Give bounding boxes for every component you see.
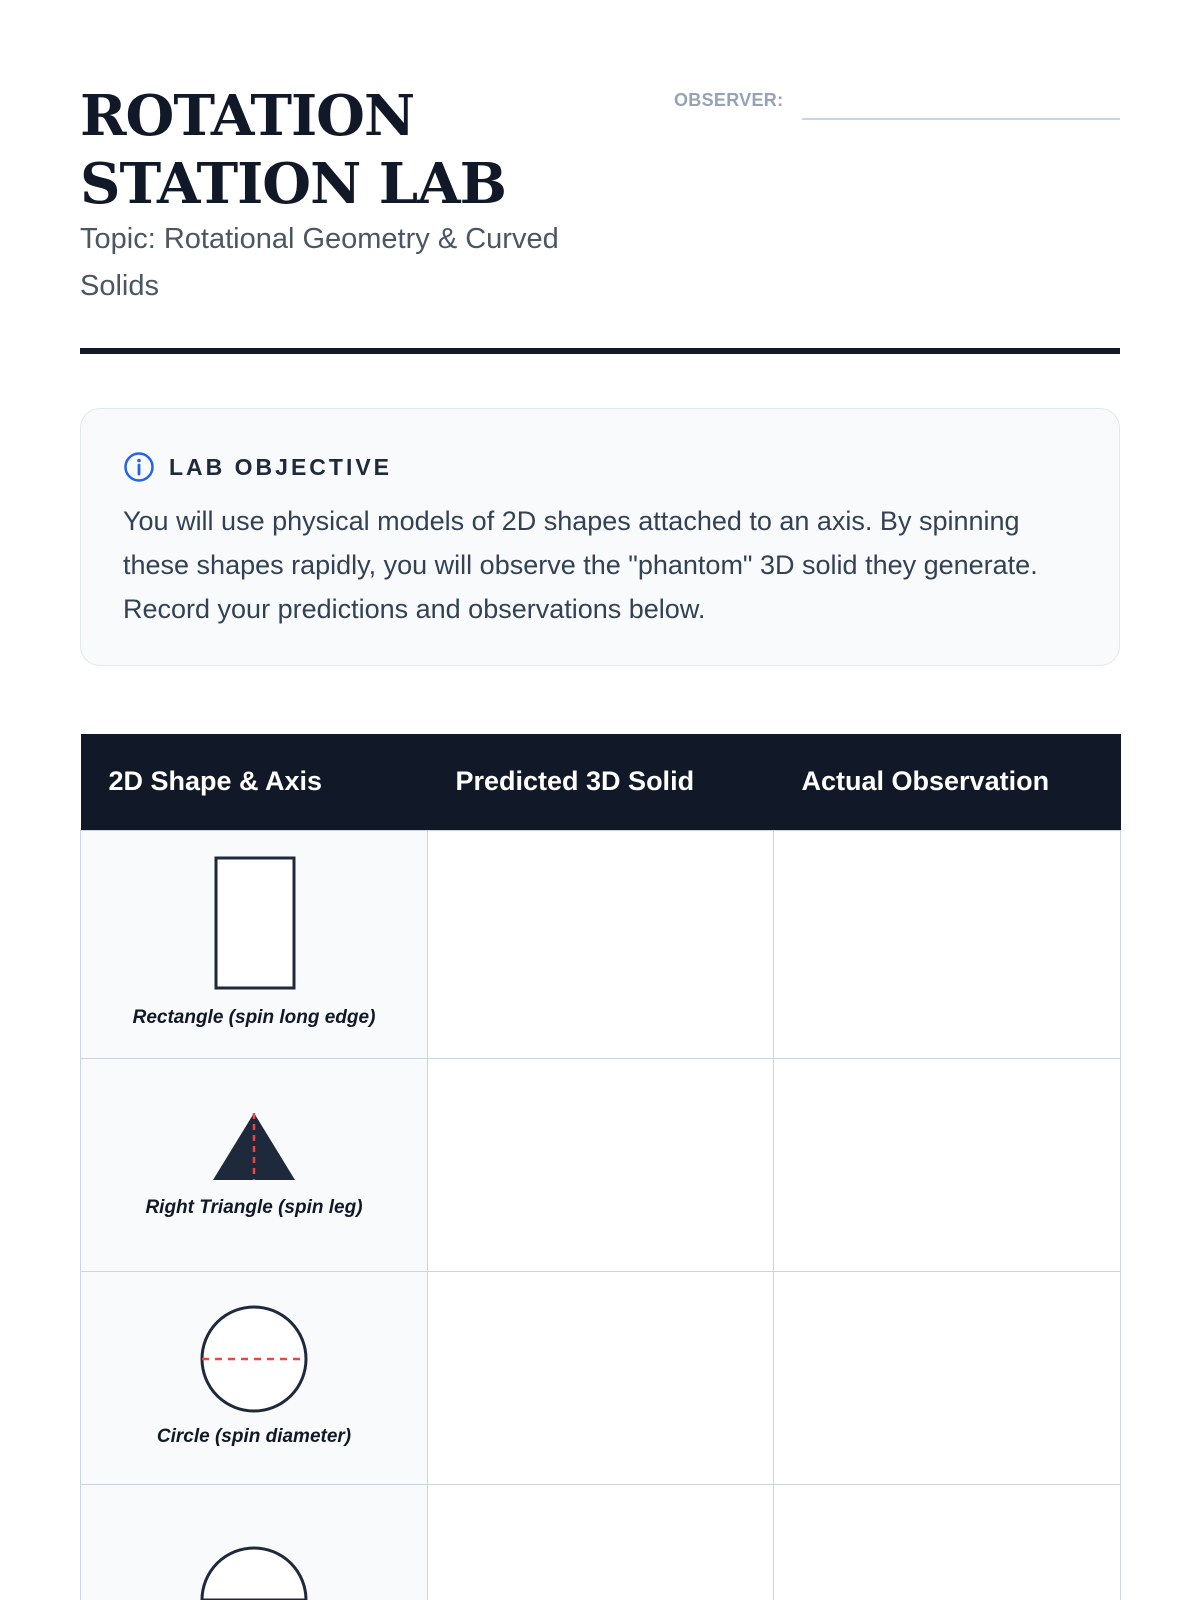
- actual-cell[interactable]: [774, 830, 1121, 1058]
- shape-cell: [81, 1484, 428, 1600]
- shape-cell: [81, 1058, 428, 1271]
- objective-text: You will use physical models of 2D shapes attached to an axis. By spinning these shapes rapidly, you will observe the "phantom" 3D solid they generate. Record your predictions and observations below.: [123, 506, 1038, 624]
- observer-input-line[interactable]: [802, 118, 1120, 120]
- actual-cell[interactable]: [774, 1484, 1121, 1600]
- table-header-row: [81, 734, 1121, 830]
- shape-cell: [81, 830, 428, 1058]
- observer-label: OBSERVER:: [674, 90, 784, 110]
- header-divider: [80, 348, 1120, 354]
- actual-cell[interactable]: [774, 1271, 1121, 1484]
- observer-field[interactable]: [674, 88, 1120, 120]
- objective-box: [80, 408, 1120, 666]
- rectangle-shape: [81, 831, 427, 993]
- lab-worksheet: [80, 0, 1120, 1447]
- table-row: [81, 830, 1121, 1058]
- shape-cell: [81, 1271, 428, 1484]
- table-row: [81, 1271, 1121, 1484]
- predicted-cell[interactable]: [428, 830, 774, 1058]
- right-triangle-shape: [81, 1059, 427, 1185]
- worksheet-header: [80, 0, 1120, 354]
- circle-shape: [81, 1272, 427, 1418]
- page-subtitle: Topic: Rotational Geometry & Curved Solids: [80, 223, 559, 302]
- page-title: ROTATION STATION LAB: [80, 83, 506, 217]
- table-row: [81, 1484, 1121, 1600]
- column-header-shape: 2D Shape & Axis: [81, 734, 428, 830]
- shape-label: Right Triangle (spin leg): [145, 1196, 363, 1218]
- shape-label: Circle (spin diameter): [156, 1425, 352, 1447]
- semicircle-shape: [81, 1485, 427, 1600]
- column-header-predicted: Predicted 3D Solid: [428, 734, 774, 830]
- predicted-cell[interactable]: [428, 1271, 774, 1484]
- actual-cell[interactable]: [774, 1058, 1121, 1271]
- shape-label: Rectangle (spin long edge): [132, 1006, 376, 1028]
- table-row: [81, 1058, 1121, 1271]
- info-icon: [123, 451, 155, 483]
- observation-table: [80, 734, 1121, 1600]
- predicted-cell[interactable]: [428, 1058, 774, 1271]
- predicted-cell[interactable]: [428, 1484, 774, 1600]
- column-header-actual: Actual Observation: [774, 734, 1121, 830]
- objective-header: [123, 451, 392, 483]
- objective-title: LAB OBJECTIVE: [169, 453, 393, 480]
